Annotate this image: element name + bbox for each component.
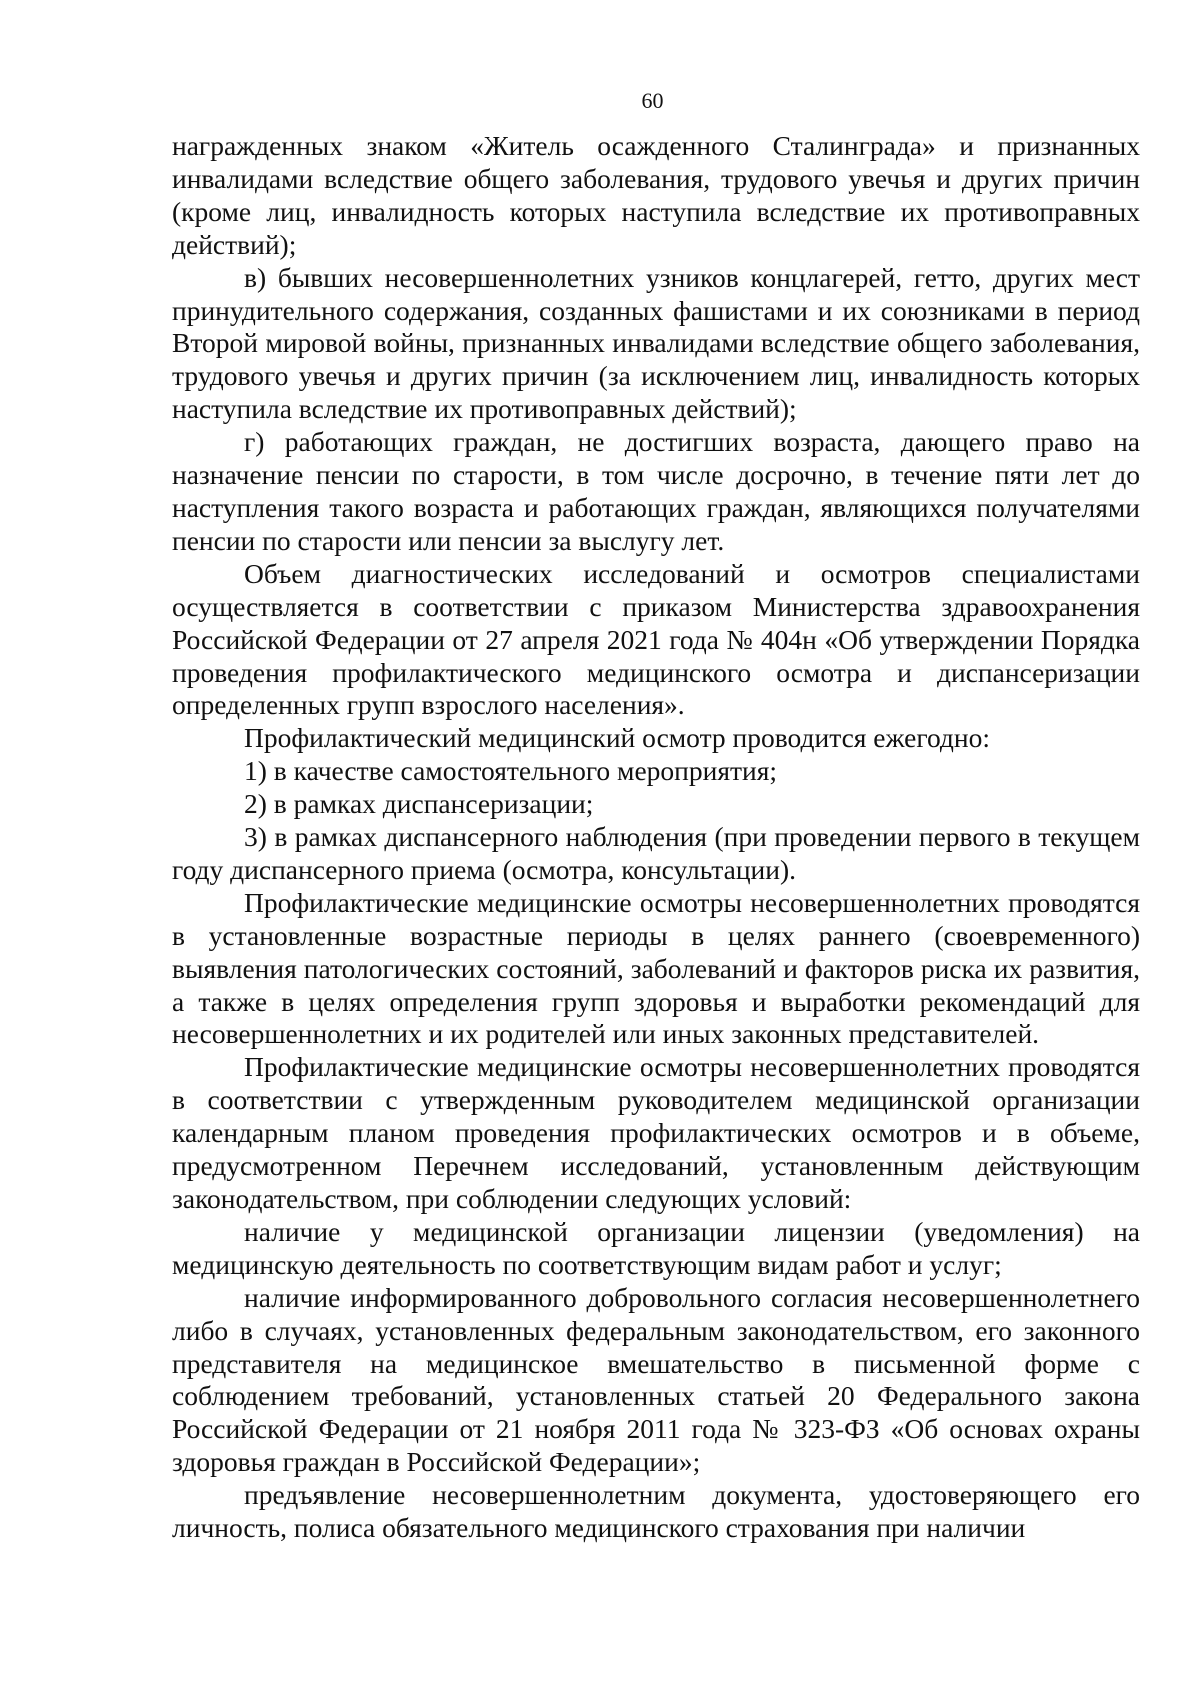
condition-license: наличие у медицинской организации лицензии (уведомления) на медицинскую деятельность по соответствующим видам работ и услуг; <box>172 1215 1140 1280</box>
paragraph-item-v: в) бывших несовершеннолетних узников концлагерей, гетто, других мест принудительного содержания, созданных фашистами и их союзниками в период Второй мировой войны, признанных инвалидами вследствие общего заболевания, трудового увечья и других причин (за исключением лиц, инвалидность которых наступила вследствие их противоправных действий); <box>172 261 1140 425</box>
paragraph-diagnostics-scope: Объем диагностических исследований и осмотров специалистами осуществляется в соответствии с приказом Министерства здравоохранения Российской Федерации от 27 апреля 2021 года № 404н «Об утверждении Порядка проведения профилактического медицинского осмотра и диспансеризации определенных групп взрослого населения». <box>172 557 1140 721</box>
paragraph-item-g: г) работающих граждан, не достигших возраста, дающего право на назначение пенсии по старости, в том числе досрочно, в течение пяти лет до наступления такого возраста и работающих граждан, являющихся получателями пенсии по старости или пенсии за выслугу лет. <box>172 426 1140 556</box>
page-number: 60 <box>641 88 664 113</box>
list-item-3: 3) в рамках диспансерного наблюдения (при проведении первого в текущем году диспансерного приема (осмотра, консультации). <box>172 821 1140 885</box>
paragraph-annual-exam: Профилактический медицинский осмотр проводится ежегодно: <box>244 722 991 754</box>
paragraph-continuation: награжденных знаком «Житель осажденного Сталинграда» и признанных инвалидами вследствие общего заболевания, трудового увечья и других причин (кроме лиц, инвалидность которых наступила вследствие их противоправных действий); <box>172 130 1140 260</box>
list-item-2: 2) в рамках диспансеризации; <box>244 788 594 820</box>
paragraph-minors-exams-purpose: Профилактические медицинские осмотры несовершеннолетних проводятся в установленные возрастные периоды в целях раннего (своевременного) выявления патологических состояний, заболеваний и факторов риска их развития, а также в целях определения групп здоровья и выработки рекомендаций для несовершеннолетних и их родителей или иных законных представителей. <box>172 886 1140 1050</box>
list-item-1: 1) в качестве самостоятельного мероприятия; <box>244 755 778 787</box>
condition-documents: предъявление несовершеннолетним документа, удостоверяющего его личность, полиса обязательного медицинского страхования при наличии <box>172 1479 1140 1544</box>
condition-consent: наличие информированного добровольного согласия несовершеннолетнего либо в случаях, установленных федеральным законодательством, его законного представителя на медицинское вмешательство в письменной форме с соблюдением требований, установленных статьей 20 Федерального закона Российской Федерации от 21 ноября 2011 года № 323-ФЗ «Об основах охраны здоровья граждан в Российской Федерации»; <box>172 1281 1140 1478</box>
paragraph-minors-exams-conditions: Профилактические медицинские осмотры несовершеннолетних проводятся в соответствии с утвержденным руководителем медицинской организации календарным планом проведения профилактических осмотров и в объеме, предусмотренном Перечнем исследований, установленным действующим законодательством, при соблюдении следующих условий: <box>172 1051 1140 1214</box>
document-body <box>172 130 1140 1545</box>
